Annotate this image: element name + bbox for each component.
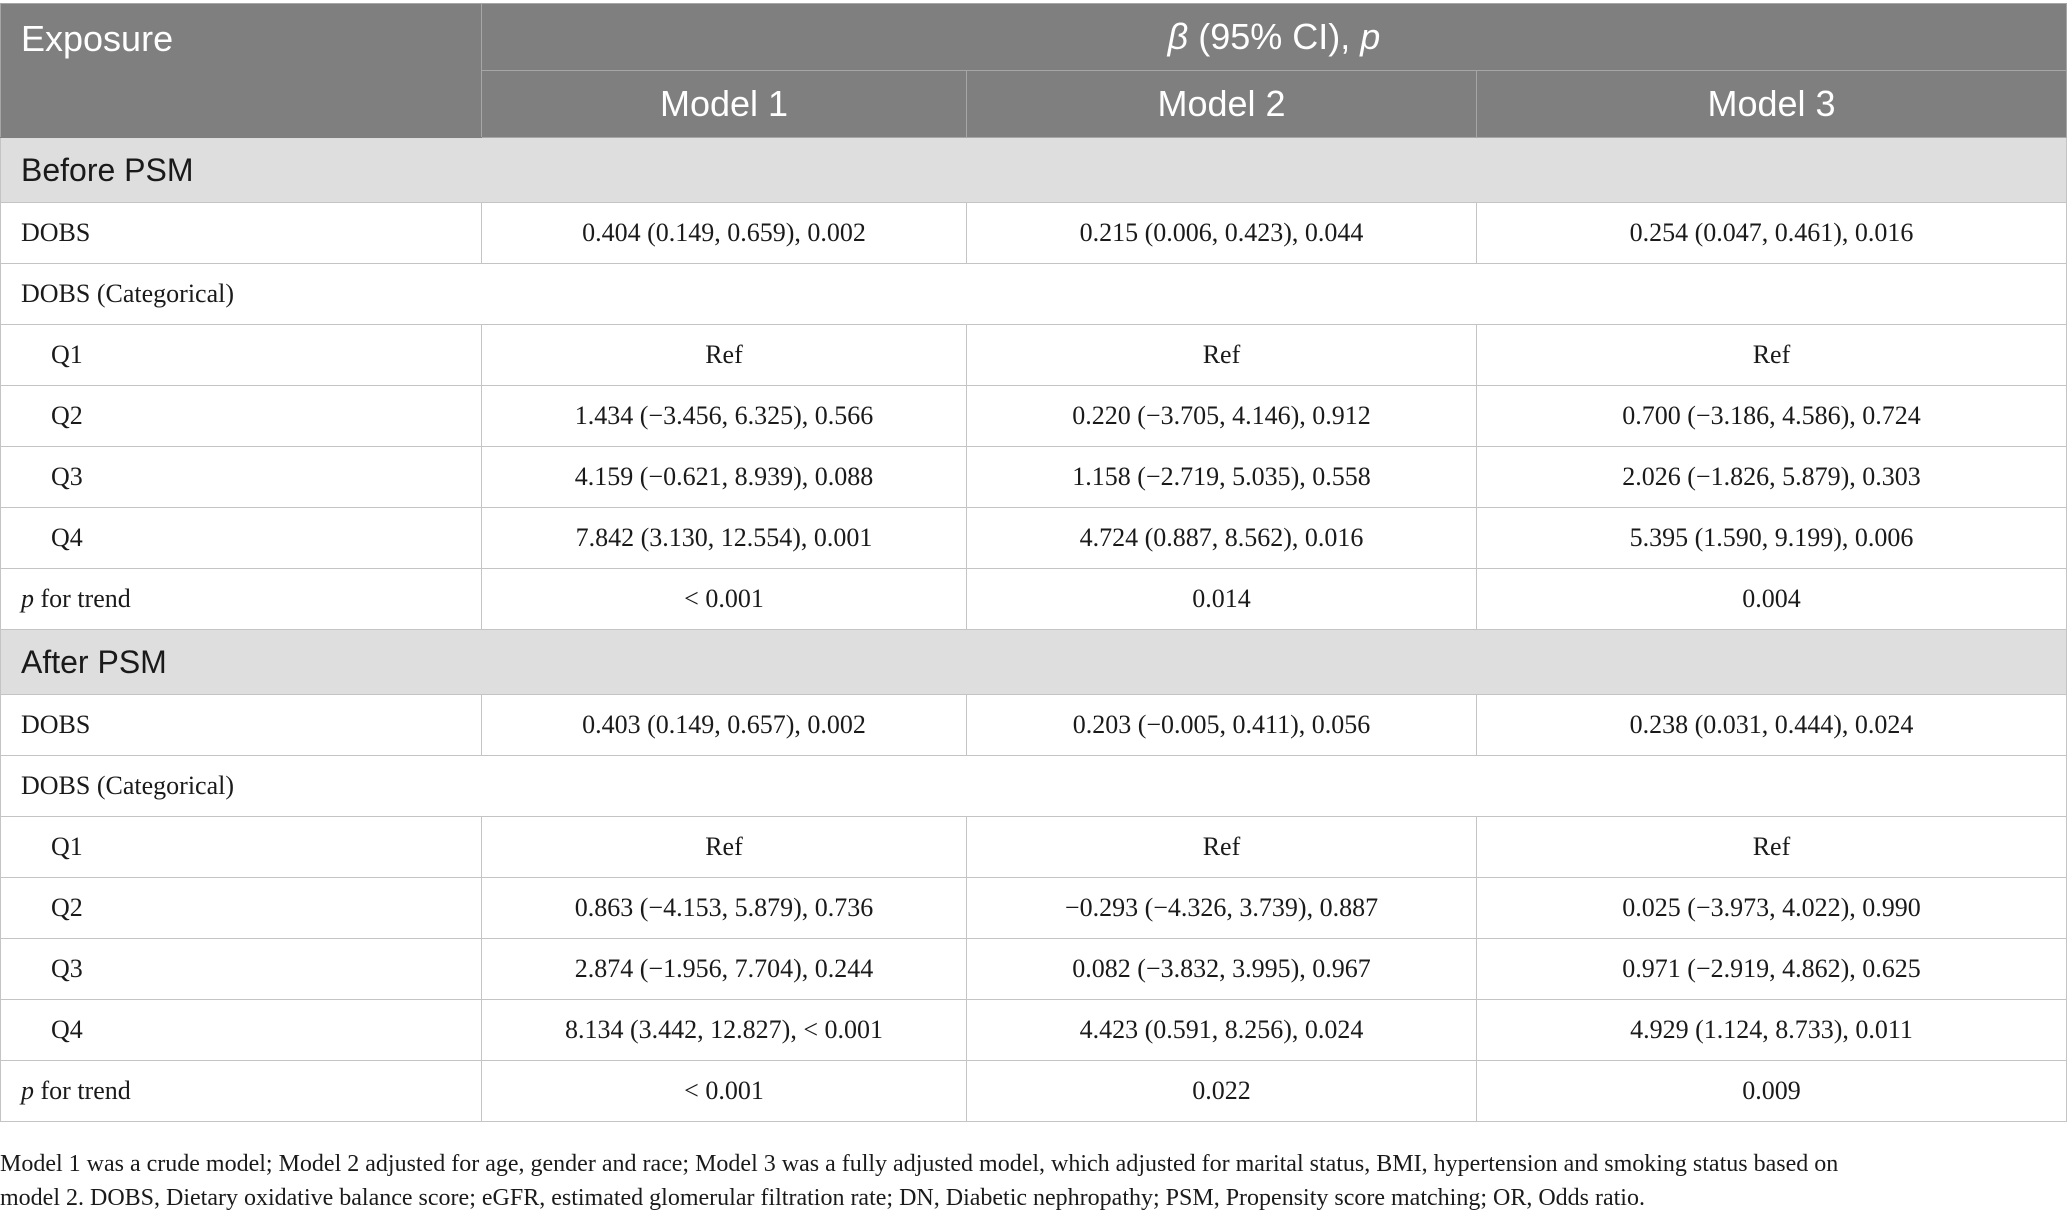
row-label: Q2 <box>1 878 482 939</box>
model-3-header: Model 3 <box>1477 71 2067 138</box>
table-footnote <box>0 1147 2060 1215</box>
row-label: Q1 <box>1 325 482 386</box>
cell-value: 1.158 (−2.719, 5.035), 0.558 <box>967 447 1477 508</box>
cell-value: 0.863 (−4.153, 5.879), 0.736 <box>482 878 967 939</box>
section-title: After PSM <box>1 630 2067 695</box>
p-symbol: p <box>21 584 34 613</box>
table-row <box>1 264 2067 325</box>
cell-value: 0.025 (−3.973, 4.022), 0.990 <box>1477 878 2067 939</box>
cell-value: 0.254 (0.047, 0.461), 0.016 <box>1477 203 2067 264</box>
footnote-line: model 2. DOBS, Dietary oxidative balance score; eGFR, estimated glomerular filtration rate; DN, Diabetic nephropathy; PSM, Propensity score matching; OR, Odds ratio. <box>0 1185 1645 1211</box>
row-label: DOBS <box>1 695 482 756</box>
beta-p-symbol: p <box>1360 16 1381 57</box>
cell-value: < 0.001 <box>482 569 967 630</box>
results-table <box>0 3 2067 1122</box>
table-row <box>1 1061 2067 1122</box>
cell-value: 7.842 (3.130, 12.554), 0.001 <box>482 508 967 569</box>
table-row <box>1 695 2067 756</box>
cell-value: 5.395 (1.590, 9.199), 0.006 <box>1477 508 2067 569</box>
cell-value: 0.009 <box>1477 1061 2067 1122</box>
cell-value: 0.203 (−0.005, 0.411), 0.056 <box>967 695 1477 756</box>
cell-value: 0.971 (−2.919, 4.862), 0.625 <box>1477 939 2067 1000</box>
cell-value: 0.220 (−3.705, 4.146), 0.912 <box>967 386 1477 447</box>
table-row <box>1 447 2067 508</box>
trend-text: for trend <box>34 584 131 613</box>
table-row <box>1 878 2067 939</box>
cell-value: 0.215 (0.006, 0.423), 0.044 <box>967 203 1477 264</box>
table-row <box>1 939 2067 1000</box>
cell-value: Ref <box>967 325 1477 386</box>
cell-value: 2.026 (−1.826, 5.879), 0.303 <box>1477 447 2067 508</box>
model-2-header: Model 2 <box>967 71 1477 138</box>
cell-value: Ref <box>967 817 1477 878</box>
cell-value: −0.293 (−4.326, 3.739), 0.887 <box>967 878 1477 939</box>
table-row <box>1 1000 2067 1061</box>
model-1-header: Model 1 <box>482 71 967 138</box>
section-row-after-psm <box>1 630 2067 695</box>
cell-value: 0.004 <box>1477 569 2067 630</box>
row-label-trend <box>1 1061 482 1122</box>
cell-value: < 0.001 <box>482 1061 967 1122</box>
section-title: Before PSM <box>1 138 2067 203</box>
row-label: Q4 <box>1 1000 482 1061</box>
row-label: DOBS (Categorical) <box>1 756 2067 817</box>
trend-text: for trend <box>34 1076 131 1105</box>
cell-value: 4.159 (−0.621, 8.939), 0.088 <box>482 447 967 508</box>
table-header <box>1 4 2067 138</box>
exposure-header: Exposure <box>1 4 482 138</box>
table-row <box>1 325 2067 386</box>
table-row <box>1 203 2067 264</box>
cell-value: 0.022 <box>967 1061 1477 1122</box>
cell-value: 1.434 (−3.456, 6.325), 0.566 <box>482 386 967 447</box>
p-symbol: p <box>21 1076 34 1105</box>
section-row-before-psm <box>1 138 2067 203</box>
results-table-container <box>0 3 2066 1122</box>
table-row <box>1 508 2067 569</box>
row-label: Q3 <box>1 939 482 1000</box>
table-row <box>1 817 2067 878</box>
cell-value: 2.874 (−1.956, 7.704), 0.244 <box>482 939 967 1000</box>
cell-value: 0.014 <box>967 569 1477 630</box>
table-body <box>1 138 2067 1122</box>
row-label: DOBS <box>1 203 482 264</box>
row-label-trend <box>1 569 482 630</box>
cell-value: Ref <box>1477 325 2067 386</box>
cell-value: 4.929 (1.124, 8.733), 0.011 <box>1477 1000 2067 1061</box>
beta-ci-header <box>482 4 2067 71</box>
beta-symbol: β <box>1167 16 1189 57</box>
cell-value: 4.423 (0.591, 8.256), 0.024 <box>967 1000 1477 1061</box>
cell-value: 8.134 (3.442, 12.827), < 0.001 <box>482 1000 967 1061</box>
cell-value: Ref <box>1477 817 2067 878</box>
cell-value: 4.724 (0.887, 8.562), 0.016 <box>967 508 1477 569</box>
cell-value: Ref <box>482 325 967 386</box>
cell-value: 0.082 (−3.832, 3.995), 0.967 <box>967 939 1477 1000</box>
row-label: Q3 <box>1 447 482 508</box>
cell-value: 0.700 (−3.186, 4.586), 0.724 <box>1477 386 2067 447</box>
cell-value: Ref <box>482 817 967 878</box>
table-row <box>1 756 2067 817</box>
row-label: DOBS (Categorical) <box>1 264 2067 325</box>
table-row <box>1 569 2067 630</box>
cell-value: 0.238 (0.031, 0.444), 0.024 <box>1477 695 2067 756</box>
row-label: Q1 <box>1 817 482 878</box>
beta-ci-text: (95% CI), <box>1188 16 1361 57</box>
row-label: Q2 <box>1 386 482 447</box>
cell-value: 0.403 (0.149, 0.657), 0.002 <box>482 695 967 756</box>
row-label: Q4 <box>1 508 482 569</box>
table-row <box>1 386 2067 447</box>
cell-value: 0.404 (0.149, 0.659), 0.002 <box>482 203 967 264</box>
footnote-line: Model 1 was a crude model; Model 2 adjusted for age, gender and race; Model 3 was a fully adjusted model, which adjusted for marital status, BMI, hypertension and smoking status based on <box>0 1151 1839 1177</box>
